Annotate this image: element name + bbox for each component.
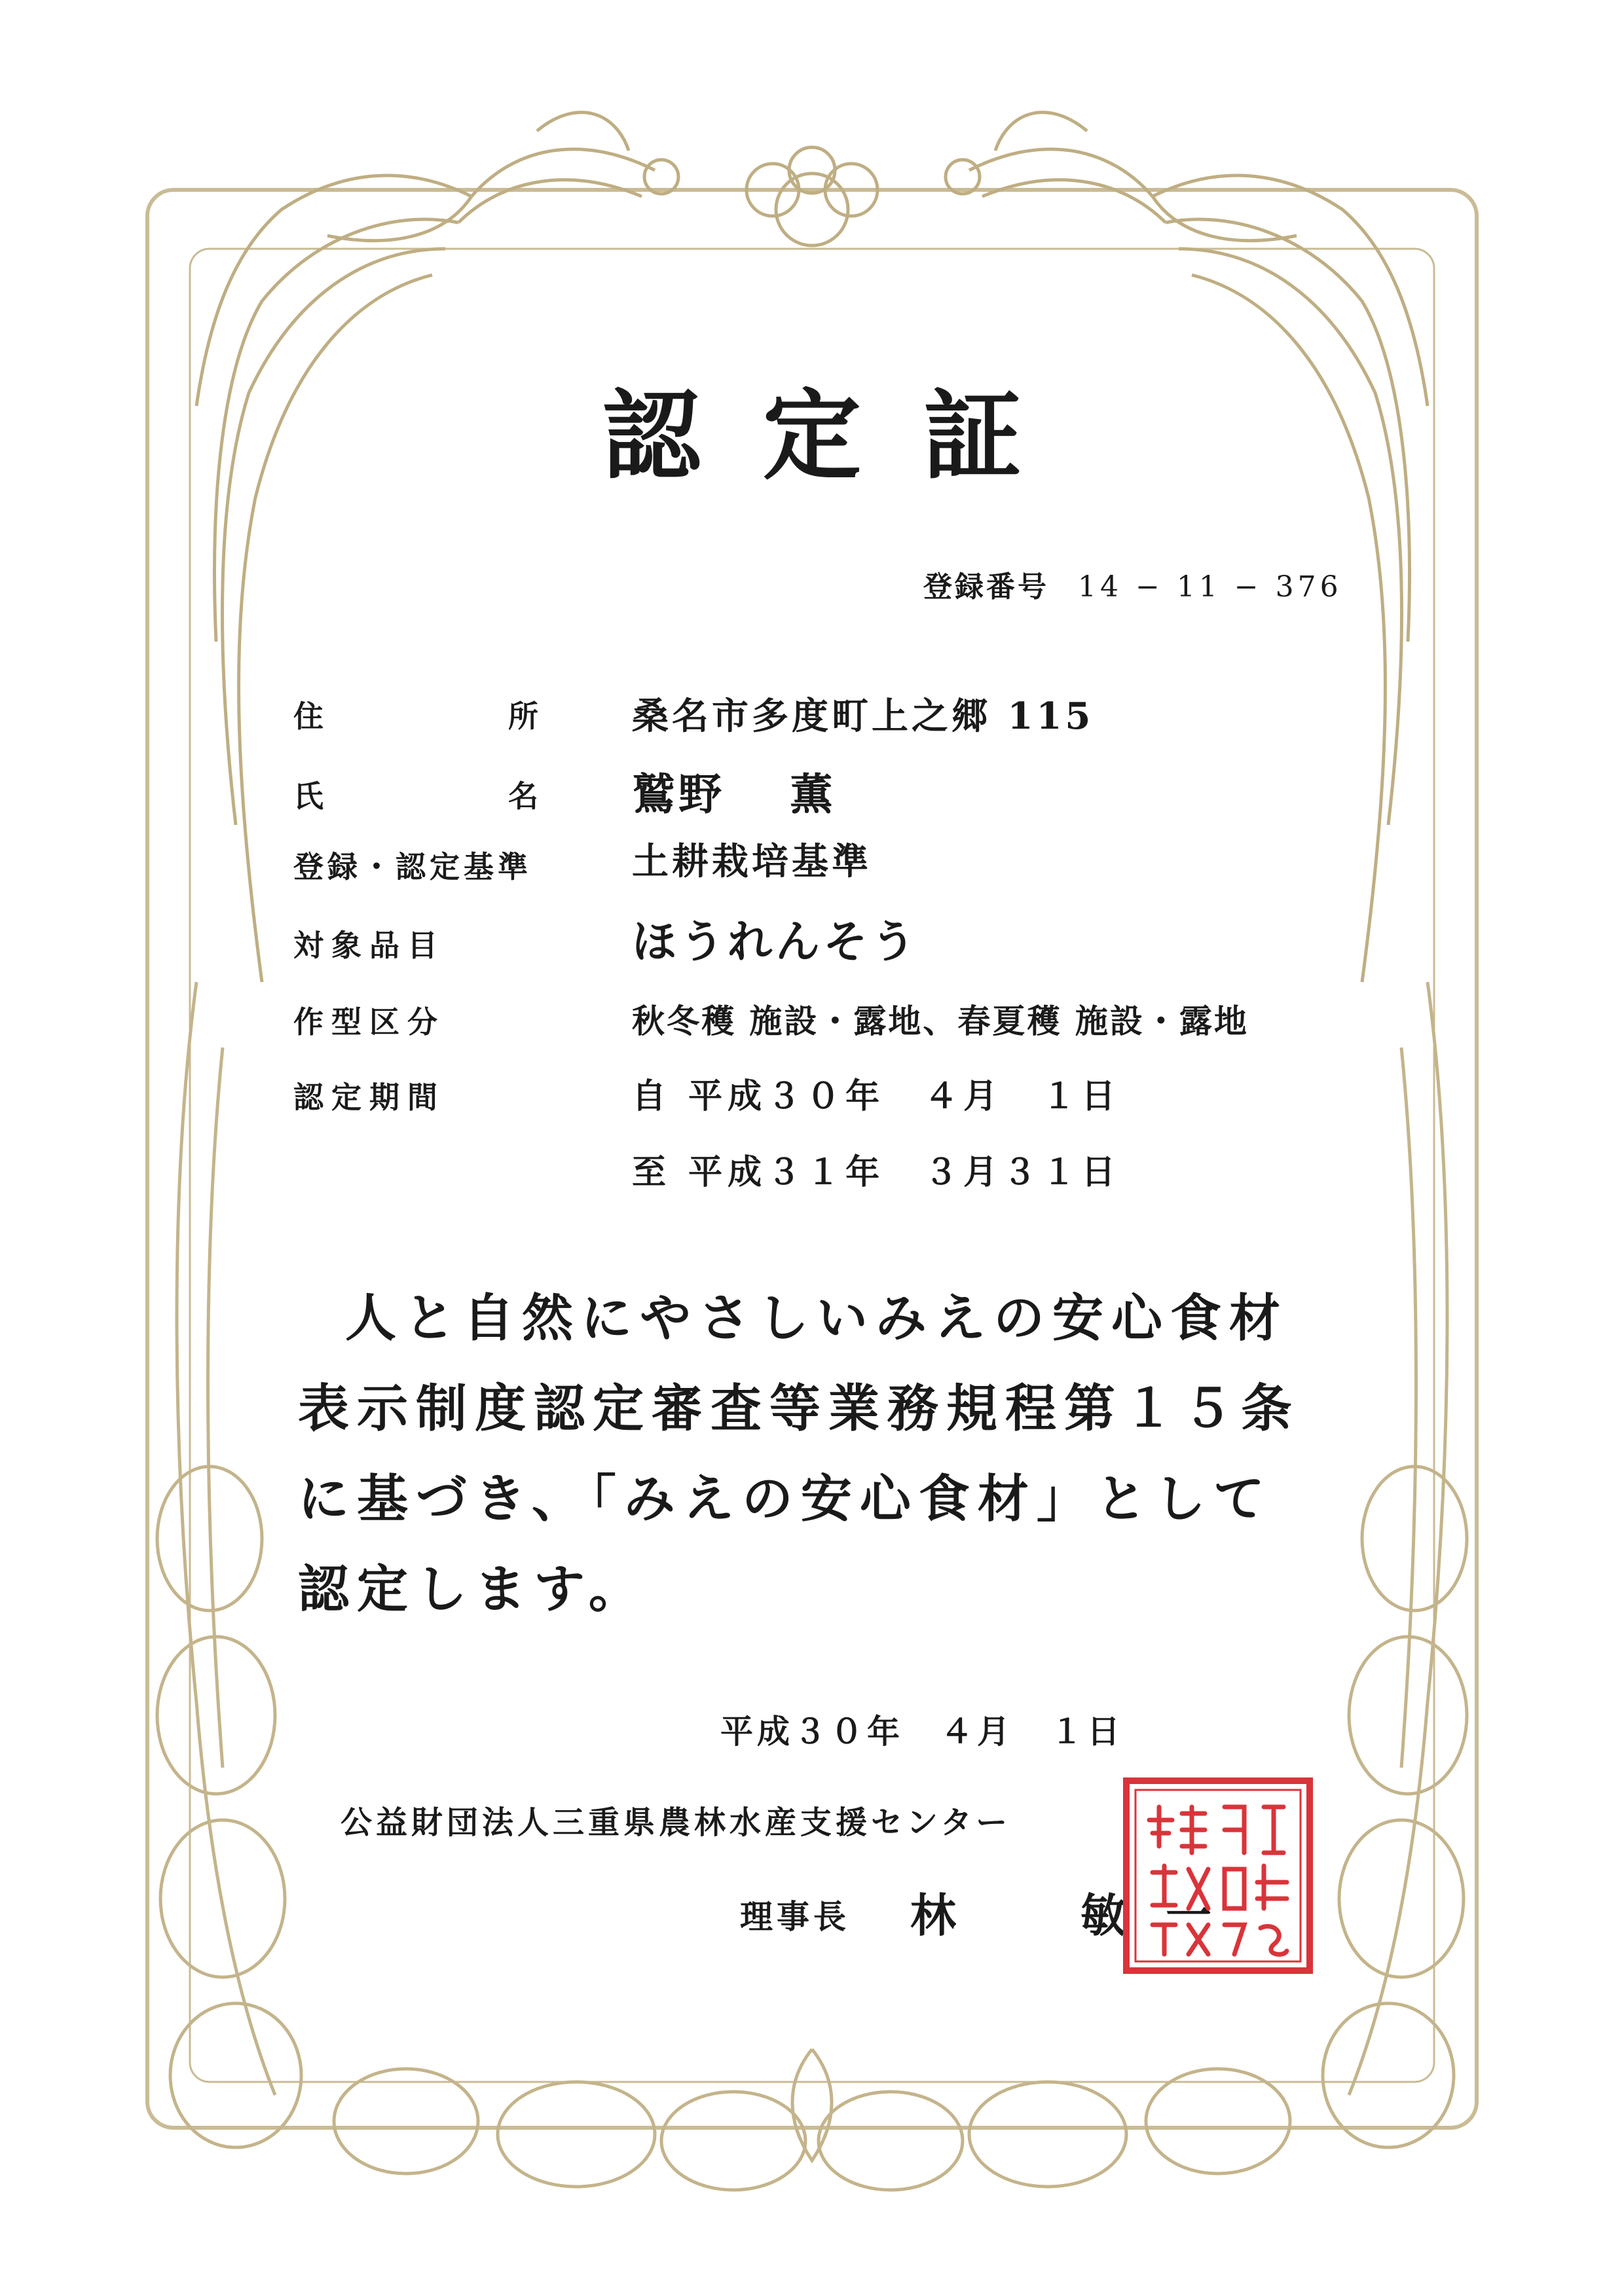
- statement-line: 人と自然にやさしいみえの安心食材: [345, 1288, 1289, 1348]
- leaf-garland-bottom-icon: [334, 2049, 1290, 2190]
- field-label-item: 対象品目: [293, 928, 445, 963]
- phoenix-right-icon: [946, 113, 1428, 982]
- field-value-period-from: 自 平成３０年 ４月 １日: [632, 1076, 1121, 1116]
- field-value-crop-type: 秋冬穫 施設・露地、春夏穫 施設・露地: [632, 1002, 1249, 1040]
- official-seal-stamp: [1113, 1768, 1323, 1984]
- issue-date: 平成３０年 ４月 １日: [720, 1712, 1124, 1751]
- field-value-standard: 土耕栽培基準: [632, 840, 872, 883]
- chief-name: 林 敏一: [910, 1888, 1251, 1942]
- chief-title: 理事長: [740, 1897, 850, 1936]
- registration-number: [923, 563, 1342, 605]
- field-value-period-to: 至 平成３１年 ３月３１日: [632, 1152, 1121, 1192]
- field-value-name: 鷲野 薫: [632, 769, 836, 820]
- certification-statement: [298, 1273, 1346, 1635]
- field-value-address: 桑名市多度町上之郷 115: [632, 695, 1094, 738]
- statement-line: 表示制度認定審査等業務規程第１５条: [298, 1379, 1301, 1438]
- field-label-crop-type: 作型区分: [293, 1004, 445, 1040]
- field-value-item: ほうれんそう: [632, 916, 919, 968]
- statement-line: 認定します。: [298, 1559, 648, 1619]
- registration-number-value: 14 − 11 − 376: [1078, 570, 1342, 604]
- registration-number-label: 登録番号: [923, 570, 1049, 604]
- cloud-ornament-icon: [747, 147, 877, 246]
- field-label-standard: 登録・認定基準: [293, 849, 532, 884]
- field-label-period: 認定期間: [293, 1080, 445, 1115]
- organization-name: 公益財団法人三重県農林水産支援センター: [341, 1804, 1012, 1841]
- field-label-name: 氏 名: [293, 778, 616, 814]
- field-label-address: 住 所: [293, 699, 616, 734]
- statement-line: に基づき、「みえの安心食材」として: [298, 1469, 1272, 1529]
- leaf-garland-left-icon: [157, 982, 301, 2147]
- certificate-title: 認定証: [602, 378, 1084, 494]
